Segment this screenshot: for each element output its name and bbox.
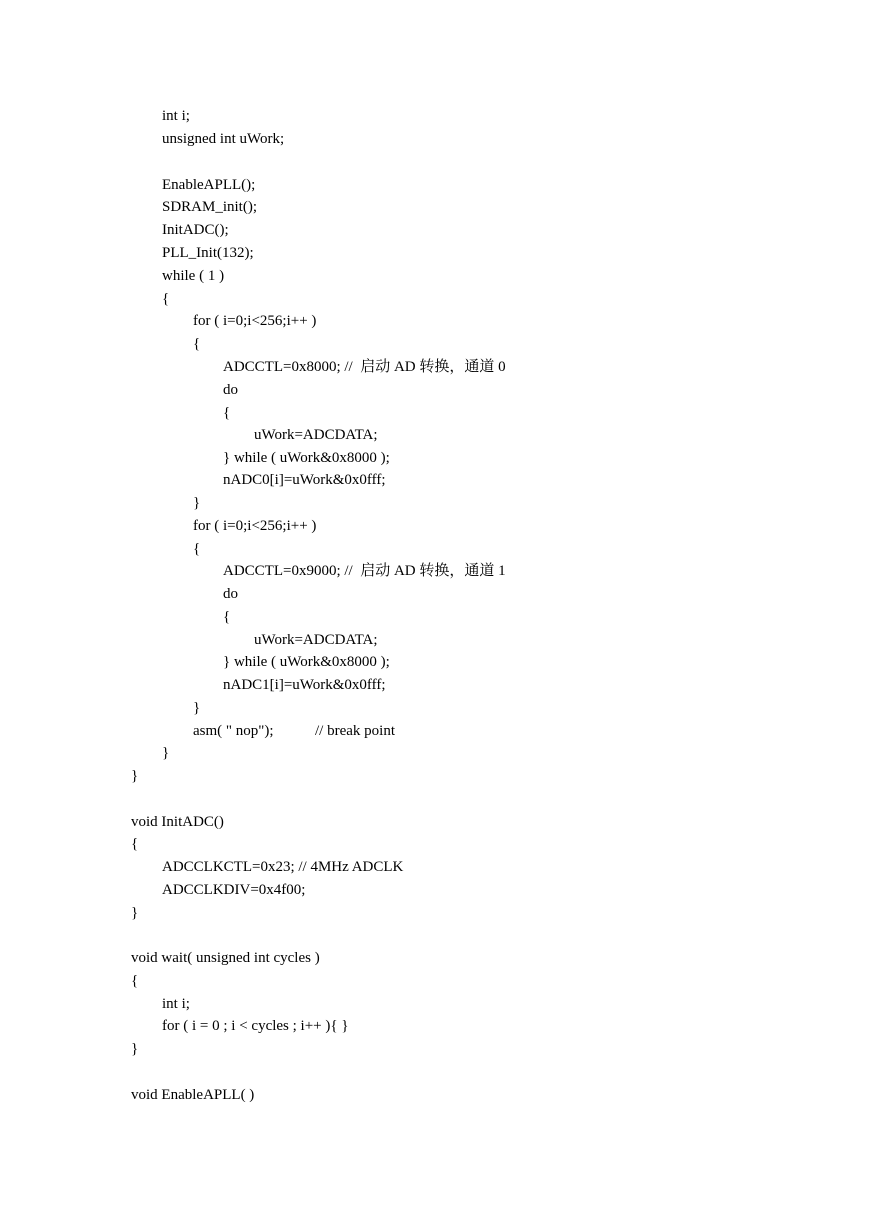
code-line: } [131, 768, 139, 784]
code-line: for ( i=0;i<256;i++ ) [193, 313, 317, 329]
code-line: } [193, 700, 201, 716]
code-line: } while ( uWork&0x8000 ); [223, 450, 390, 466]
code-line: uWork=ADCDATA; [254, 427, 378, 443]
code-line: ADCCLKDIV=0x4f00; [162, 882, 306, 898]
code-line: EnableAPLL(); [162, 177, 256, 193]
code-line: do [223, 382, 238, 398]
code-line: { [131, 973, 139, 989]
code-line: int i; [162, 996, 190, 1012]
code-line: } [131, 905, 139, 921]
code-line: { [193, 336, 201, 352]
code-line: while ( 1 ) [162, 268, 225, 284]
code-line: nADC1[i]=uWork&0x0fff; [223, 677, 386, 693]
code-line: } [193, 495, 201, 511]
code-line: int i; [162, 108, 190, 124]
code-line: unsigned int uWork; [162, 131, 285, 147]
code-line: ADCCTL=0x9000; // 启动 AD 转换，通道 1 [223, 563, 506, 579]
code-line: { [162, 291, 170, 307]
code-line: } [162, 745, 170, 761]
code-line: PLL_Init(132); [162, 245, 254, 261]
code-line: for ( i=0;i<256;i++ ) [193, 518, 317, 534]
code-line: InitADC(); [162, 222, 229, 238]
code-line: { [193, 541, 201, 557]
code-line: { [131, 836, 139, 852]
code-line: nADC0[i]=uWork&0x0fff; [223, 472, 386, 488]
code-line: ADCCLKCTL=0x23; // 4MHz ADCLK [162, 859, 404, 875]
code-line: asm( " nop"); [193, 723, 274, 739]
code-line: for ( i = 0 ; i < cycles ; i++ ){ } [162, 1018, 349, 1034]
code-comment: // break point [315, 723, 395, 739]
code-line: SDRAM_init(); [162, 199, 258, 215]
code-line: } while ( uWork&0x8000 ); [223, 654, 390, 670]
code-line: { [223, 405, 231, 421]
code-line: void EnableAPLL( ) [131, 1087, 255, 1103]
code-line: do [223, 586, 238, 602]
code-line: uWork=ADCDATA; [254, 632, 378, 648]
code-line: { [223, 609, 231, 625]
code-line: void InitADC() [131, 814, 224, 830]
code-line: ADCCTL=0x8000; // 启动 AD 转换，通道 0 [223, 359, 506, 375]
code-line: } [131, 1041, 139, 1057]
code-line: void wait( unsigned int cycles ) [131, 950, 320, 966]
